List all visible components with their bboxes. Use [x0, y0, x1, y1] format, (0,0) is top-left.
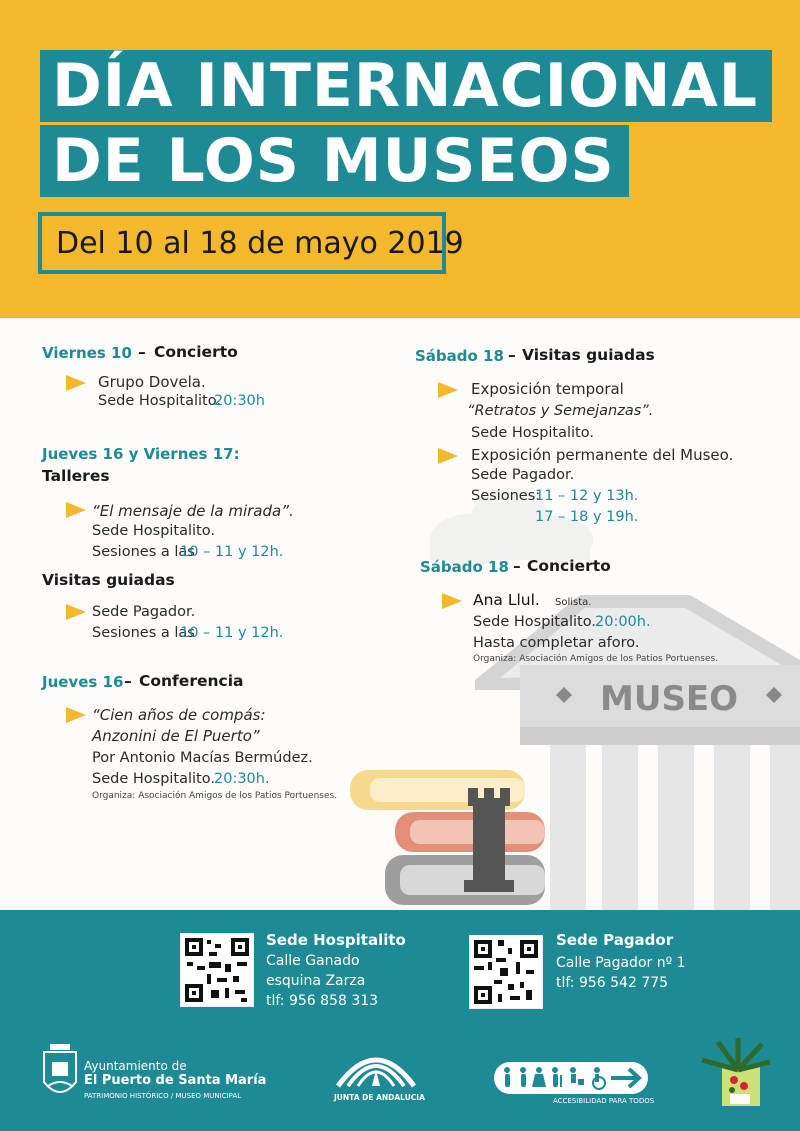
- viernes-day: Viernes 10: [42, 344, 132, 362]
- sab-title: Visitas guiadas: [522, 346, 655, 364]
- taller-item: “El mensaje de la mirada”.: [92, 502, 294, 520]
- junta-label: JUNTA DE ANDALUCIA: [334, 1093, 425, 1102]
- hospitalito-line-2: esquina Zarza: [266, 973, 366, 989]
- viernes-time: 20:30h: [214, 393, 265, 409]
- visitas-place: Sede Pagador.: [92, 604, 196, 620]
- visitas-title: Visitas guiadas: [42, 571, 175, 589]
- expo2-sessions-2: 17 – 18 y 19h.: [535, 509, 639, 525]
- arrow-icon: [66, 707, 86, 723]
- sab2-day: Sábado 18: [420, 558, 509, 576]
- ana-organizer: Organiza: Asociación Amigos de los Patios Portuenses.: [473, 654, 719, 664]
- expo2-place: Sede Pagador.: [471, 467, 575, 483]
- taller-place: Sede Hospitalito.: [92, 523, 215, 539]
- conf-time: 20:30h.: [214, 771, 270, 787]
- title-line-2: DE LOS MUSEOS: [40, 125, 629, 197]
- expo2-sessions-1: 11 – 12 y 13h.: [535, 488, 639, 504]
- title-line-1: DÍA INTERNACIONAL: [40, 50, 772, 122]
- hospitalito-tel: tlf: 956 858 313: [266, 993, 379, 1009]
- qr-code-pagador: [469, 935, 543, 1009]
- ana-note: Hasta completar aforo.: [473, 635, 640, 651]
- ana-place: Sede Hospitalito.: [473, 614, 596, 630]
- pagador-tel: tlf: 956 542 775: [556, 975, 669, 991]
- plant-logo-icon: [698, 1036, 772, 1108]
- viernes-item: Grupo Dovela.: [98, 373, 206, 391]
- arrow-icon: [66, 604, 86, 620]
- arrow-icon: [66, 375, 86, 391]
- arrow-icon: [442, 593, 462, 609]
- jueves-day: Jueves 16: [42, 673, 124, 691]
- jv-day: Jueves 16 y Viernes 17:: [42, 445, 240, 463]
- qr-code-hospitalito: [180, 933, 254, 1007]
- arrow-icon: [438, 448, 458, 464]
- sab2-dash: –: [513, 557, 521, 575]
- accessibility-label: ACCESIBILIDAD PARA TODOS: [553, 1097, 655, 1105]
- expo1-line-1: Exposición temporal: [471, 380, 624, 398]
- visitas-sessions-times: 10 – 11 y 12h.: [180, 625, 284, 641]
- ayto-line-1: Ayuntamiento de: [84, 1059, 187, 1073]
- sab-dash: –: [508, 346, 516, 364]
- visitas-sessions-label: Sesiones a las: [92, 625, 195, 641]
- hospitalito-title: Sede Hospitalito: [266, 931, 406, 949]
- arrow-icon: [438, 382, 458, 398]
- pagador-title: Sede Pagador: [556, 931, 674, 949]
- ana-role: Solista.: [555, 597, 592, 608]
- ayto-line-2: El Puerto de Santa María: [84, 1073, 267, 1088]
- talleres-title: Talleres: [42, 467, 110, 485]
- taller-sessions-times: 10 – 11 y 12h.: [180, 544, 284, 560]
- taller-sessions-label: Sesiones a las: [92, 544, 195, 560]
- jueves-dash: –: [124, 672, 132, 690]
- ana-time: 20:00h.: [595, 614, 651, 630]
- pagador-line-1: Calle Pagador nº 1: [556, 955, 686, 971]
- coat-of-arms-icon: [38, 1042, 82, 1104]
- expo1-place: Sede Hospitalito.: [471, 425, 594, 441]
- date-text: Del 10 al 18 de mayo 2019: [56, 226, 464, 261]
- accessibility-badge-icon: [493, 1061, 649, 1095]
- viernes-dash: –: [138, 343, 146, 361]
- viernes-place: Sede Hospitalito.: [98, 393, 221, 409]
- sab2-title: Concierto: [527, 557, 611, 575]
- museo-sign: MUSEO: [600, 679, 739, 719]
- conf-organizer: Organiza: Asociación Amigos de los Patios Portuenses.: [92, 791, 338, 801]
- conf-line-1: “Cien años de compás:: [92, 706, 266, 724]
- conf-line-3: Por Antonio Macías Bermúdez.: [92, 750, 313, 766]
- books-icon: [350, 770, 545, 905]
- expo2-line-1: Exposición permanente del Museo.: [471, 446, 734, 464]
- jueves-title: Conferencia: [139, 672, 244, 690]
- conf-place: Sede Hospitalito.: [92, 771, 215, 787]
- viernes-title: Concierto: [154, 343, 238, 361]
- ayto-line-3: PATRIMONIO HISTÓRICO / MUSEO MUNICIPAL: [84, 1092, 242, 1100]
- ana-name: Ana Llul.: [473, 591, 540, 609]
- hospitalito-line-1: Calle Ganado: [266, 953, 360, 969]
- junta-logo-icon: [332, 1040, 420, 1090]
- conf-line-2: Anzonini de El Puerto”: [92, 727, 260, 745]
- expo2-sessions-label: Sesiones:: [471, 488, 541, 504]
- sab-day: Sábado 18: [415, 347, 504, 365]
- expo1-line-2: “Retratos y Semejanzas”.: [467, 403, 654, 419]
- arrow-icon: [66, 502, 86, 518]
